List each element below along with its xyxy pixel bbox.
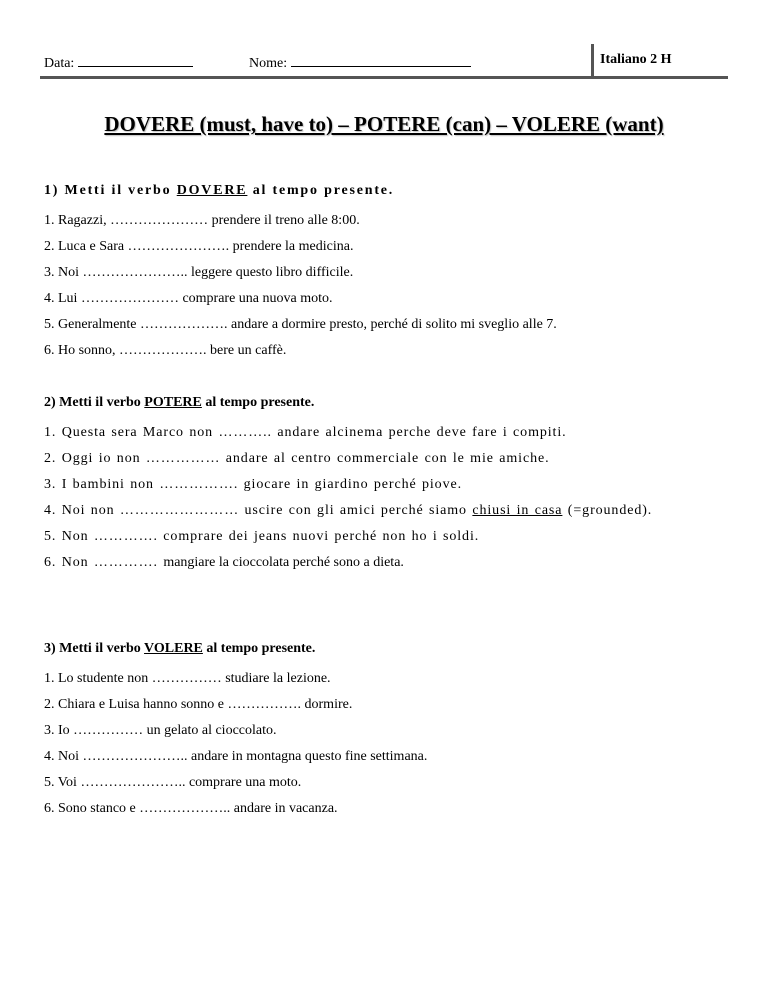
date-blank [78,52,193,67]
item-text: (=grounded). [562,503,653,518]
exercise-item [44,498,734,524]
exercise-item: 4. Noi ………………….. andare in montagna questo fine settimana. [44,749,428,764]
item-text: mangiare la cioccolata perché sono a dieta. [163,555,404,570]
section-heading [44,180,734,202]
exercise-item: 6. Ho sonno, ………………. bere un caffè. [44,343,287,358]
exercise-item: 6. Sono stanco e ……………….. andare in vacanza. [44,801,338,816]
heading-text: al tempo presente. [202,641,316,656]
header-divider [591,44,594,78]
heading-text: al tempo presente. [247,183,395,198]
name-field [249,52,471,72]
exercise-item: 3. Noi ………………….. leggere questo libro difficile. [44,265,354,280]
section-volere [44,638,734,822]
exercise-item: 2. Chiara e Luisa hanno sonno e ……………. dormire. [44,697,353,712]
section-potere [44,392,734,576]
exercise-item: 1. Questa sera Marco non ……….. andare alcinema perche deve fare i compiti. [44,425,567,440]
exercise-item: 5. Voi ………………….. comprare una moto. [44,775,302,790]
page-title: DOVERE (must, have to) – POTERE (can) – VOLERE (want) [104,112,664,136]
heading-verb: POTERE [144,395,202,410]
exercise-item: 1. Lo studente non …………… studiare la lezione. [44,671,331,686]
section-heading [44,392,734,414]
exercise-item: 1. Ragazzi, ………………… prendere il treno alle 8:00. [44,213,360,228]
header-rule [40,76,728,79]
heading-text: al tempo presente. [201,395,315,410]
exercise-item: 4. Lui ………………… comprare una nuova moto. [44,291,333,306]
section-dovere [44,180,734,364]
item-underlined-text: chiusi in casa [472,503,563,518]
section-heading [44,638,734,660]
exercise-item: 2. Oggi io non …………… andare al centro commerciale con le mie amiche. [44,451,550,466]
exercise-item [44,550,734,576]
heading-text: 1) Metti il verbo [44,183,177,198]
date-field [44,52,193,72]
item-text: 4. Noi non …………………… uscire con gli amici perché siamo [44,503,473,518]
worksheet-header [0,0,768,80]
name-label: Nome: [249,56,288,71]
exercise-item: 5. Generalmente ………………. andare a dormire presto, perché di solito mi sveglio alle 7. [44,317,557,332]
heading-verb: VOLERE [144,641,203,656]
exercise-item: 2. Luca e Sara …………………. prendere la medicina. [44,239,354,254]
name-blank [291,52,471,67]
heading-verb: DOVERE [176,183,248,198]
course-label: Italiano 2 H [600,52,672,67]
exercise-item: 3. Io …………… un gelato al cioccolato. [44,723,277,738]
heading-text: 3) Metti il verbo [44,641,145,656]
exercise-item: 5. Non …………. comprare dei jeans nuovi perché non ho i soldi. [44,529,480,544]
item-text: 6. Non …………. [44,555,164,570]
exercise-item: 3. I bambini non ……………. giocare in giardino perché piove. [44,477,462,492]
heading-text: 2) Metti il verbo [44,395,145,410]
date-label: Data: [44,56,75,71]
